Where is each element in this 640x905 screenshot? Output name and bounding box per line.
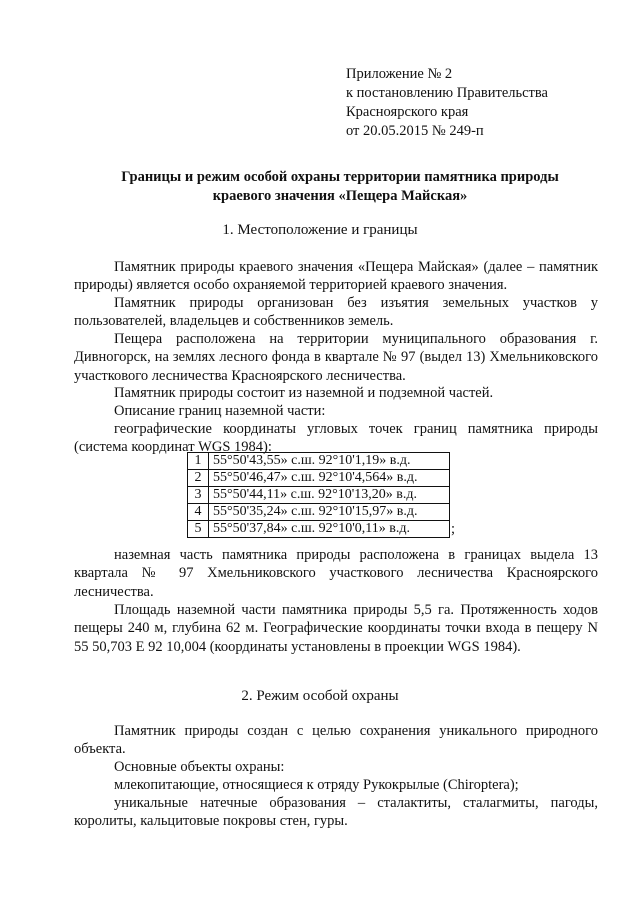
appendix-header	[346, 65, 548, 141]
section-1-paragraph: Памятник природы краевого значения «Пещера Майская» (далее – памятник природы) является особо охраняемой территорией краевого значения.	[74, 259, 598, 294]
point-number: 4	[188, 504, 209, 521]
table-row	[188, 453, 450, 470]
appendix-region: Красноярского края	[346, 104, 469, 120]
point-coordinates: 55°50'43,55» с.ш. 92°10'1,19» в.д.	[209, 453, 450, 470]
table-row	[188, 487, 450, 504]
point-number: 5	[188, 521, 209, 538]
section-1-heading: 1. Местоположение и границы	[222, 222, 418, 238]
section-2-paragraph: Основные объекты охраны:	[114, 759, 285, 775]
section-1-paragraph: географические координаты угловых точек границ памятника природы (система координат WGS 1984):	[74, 421, 598, 456]
appendix-date: от 20.05.2015 № 249-п	[346, 123, 484, 139]
section-1-paragraph: Описание границ наземной части:	[114, 403, 326, 419]
section-2-paragraph: млекопитающие, относящиеся к отряду Рукокрылые (Chiroptera);	[114, 777, 519, 793]
section-1-paragraph: наземная часть памятника природы расположена в границах выдела 13 квартала № 97 Хмельниковского участкового лесничества Красноярского лесничества.	[74, 547, 598, 600]
section-2-heading: 2. Режим особой охраны	[241, 688, 399, 704]
title-line-1: Границы и режим особой охраны территории памятника природы	[121, 169, 559, 185]
section-2-paragraph: уникальные натечные образования – сталактиты, сталагмиты, пагоды, королиты, кальцитовые покровы стен, гуры.	[74, 795, 598, 830]
table-semicolon: ;	[451, 521, 456, 537]
section-1-paragraph: Пещера расположена на территории муниципального образования г. Дивногорск, на землях лесного фонда в квартале № 97 (выдел 13) Хмельниковского участкового лесничества Красноярского лесничества.	[74, 331, 598, 384]
point-coordinates: 55°50'35,24» с.ш. 92°10'15,97» в.д.	[209, 504, 450, 521]
section-1-paragraph: Памятник природы организован без изъятия земельных участков у пользователей, владельцев и собственников земель.	[74, 295, 598, 330]
title-line-2: краевого значения «Пещера Майская»	[212, 188, 468, 204]
table-row	[188, 504, 450, 521]
table-row	[188, 521, 450, 538]
point-coordinates: 55°50'44,11» с.ш. 92°10'13,20» в.д.	[209, 487, 450, 504]
point-number: 1	[188, 453, 209, 470]
appendix-resolution: к постановлению Правительства	[346, 85, 548, 101]
section-1-paragraph: Площадь наземной части памятника природы 5,5 га. Протяженность ходов пещеры 240 м, глубина 62 м. Географические координаты точки входа в пещеру N 55 50,703 E 92 10,004 (координаты установлены в проекции WGS 1984).	[74, 602, 598, 655]
document-title	[60, 168, 620, 206]
point-coordinates: 55°50'37,84» с.ш. 92°10'0,11» в.д.	[209, 521, 450, 538]
coordinates-table	[187, 452, 450, 538]
appendix-number: Приложение № 2	[346, 66, 453, 82]
section-2-paragraph: Памятник природы создан с целью сохранения уникального природного объекта.	[74, 723, 598, 758]
table-row	[188, 470, 450, 487]
point-coordinates: 55°50'46,47» с.ш. 92°10'4,564» в.д.	[209, 470, 450, 487]
point-number: 2	[188, 470, 209, 487]
section-1-paragraph: Памятник природы состоит из наземной и подземной частей.	[114, 385, 494, 401]
point-number: 3	[188, 487, 209, 504]
